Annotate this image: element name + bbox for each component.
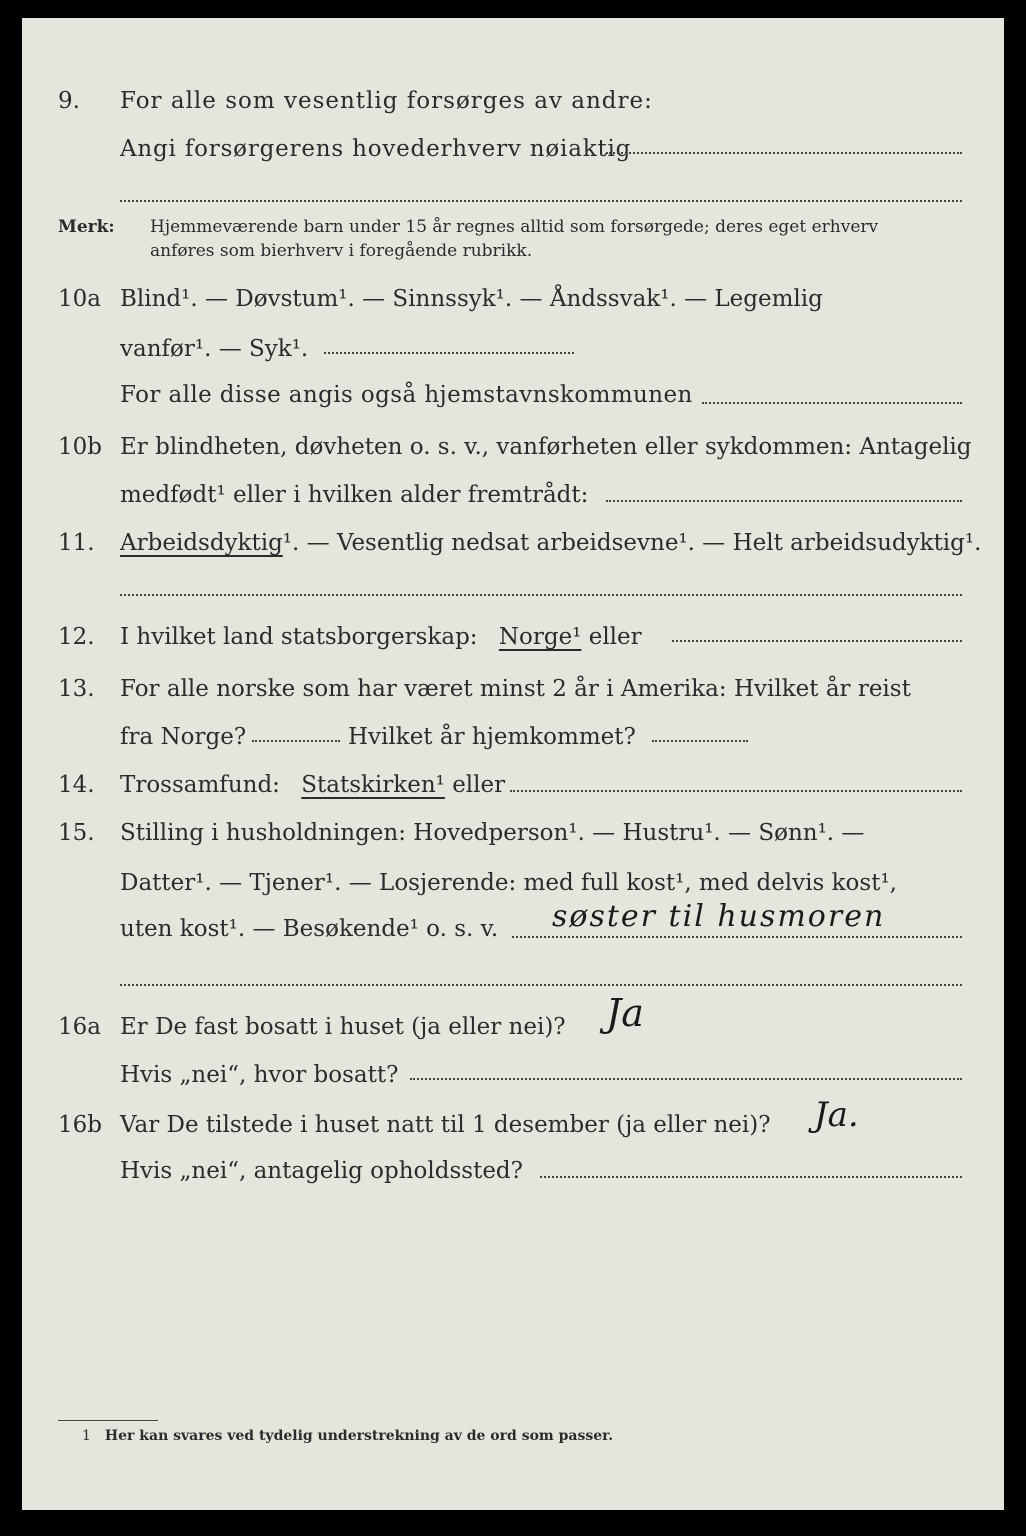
q12-prefix: I hvilket land statsborgerskap: [120, 624, 478, 650]
merk-line1: Hjemmeværende barn under 15 år regnes alltid som forsørgede; deres eget erhverv [150, 217, 879, 237]
q12-answer-line [672, 640, 962, 642]
q16b-number: 16b [58, 1112, 102, 1138]
q10b-line2: medfødt¹ eller i hvilken alder fremtrådt: [120, 482, 589, 508]
q16a-line1: Er De fast bosatt i huset (ja eller nei)? [120, 1014, 566, 1040]
q14-answer-line [510, 790, 962, 792]
q16a-line2: Hvis „nei“, hvor bosatt? [120, 1062, 399, 1088]
q14-prefix: Trossamfund: [120, 772, 280, 798]
q10a-line1: Blind¹. — Døvstum¹. — Sinnssyk¹. — Åndssvak¹. — Legemlig [120, 286, 823, 312]
q11-extra-line [120, 594, 962, 596]
q16b-line1: Var De tilstede i huset natt til 1 desember (ja eller nei)? [120, 1112, 771, 1138]
q9-extra-line [120, 200, 962, 202]
q10b-line1: Er blindheten, døvheten o. s. v., vanførheten eller sykdommen: Antagelig [120, 434, 972, 460]
q15-number: 15. [58, 820, 95, 846]
q9-answer-line [606, 152, 962, 154]
q15-extra-line [120, 984, 962, 986]
q13-line2a: fra Norge? [120, 724, 247, 750]
q12-suffix: eller [588, 624, 642, 650]
q14-suffix: eller [452, 772, 506, 798]
footnote-rule [58, 1420, 158, 1421]
q10a-syk-line [324, 352, 574, 354]
q9-line2: Angi forsørgerens hovederhverv nøiaktig [120, 136, 632, 162]
q16a-answer-line [410, 1078, 962, 1080]
q16b-handwritten-answer: Ja. [814, 1095, 859, 1135]
q13-hjemkommet-line [652, 740, 748, 742]
q13-line1: For alle norske som har været minst 2 år i Amerika: Hvilket år reist [120, 676, 911, 702]
merk-line2: anføres som bierhverv i foregående rubrikk. [150, 241, 533, 261]
q16b-line2: Hvis „nei“, antagelig opholdssted? [120, 1158, 523, 1184]
q13-line2b: Hvilket år hjemkommet? [348, 724, 636, 750]
merk-label: Merk: [58, 217, 115, 237]
q15-line2: Datter¹. — Tjener¹. — Losjerende: med full kost¹, med delvis kost¹, [120, 870, 897, 896]
q11-rest: ¹. — Vesentlig nedsat arbeidsevne¹. — Helt arbeidsudyktig¹. [282, 530, 982, 556]
q15-answer-line [512, 936, 962, 938]
q12-line [120, 622, 642, 652]
footnote-mark: 1 [82, 1428, 91, 1444]
q10a-line3: For alle disse angis også hjemstavnskommunen [120, 382, 693, 408]
census-form-page [22, 18, 1004, 1510]
q10a-line2: vanfør¹. — Syk¹. [120, 336, 309, 362]
q10b-number: 10b [58, 434, 102, 460]
q15-line1: Stilling i husholdningen: Hovedperson¹. — Hustru¹. — Sønn¹. — [120, 820, 865, 846]
q15-handwritten-answer: søster til husmoren [552, 899, 886, 934]
q9-number: 9. [58, 88, 80, 114]
q16a-number: 16a [58, 1014, 101, 1040]
q11-option-arbeidsdyktig: Arbeidsdyktig [120, 530, 283, 556]
q10b-answer-line [606, 500, 962, 502]
q16b-answer-line [540, 1176, 962, 1178]
q15-line3: uten kost¹. — Besøkende¹ o. s. v. [120, 916, 499, 942]
footnote-text: Her kan svares ved tydelig understrekning av de ord som passer. [104, 1428, 614, 1444]
q14-option-statskirken: Statskirken¹ [301, 772, 445, 798]
q12-number: 12. [58, 624, 95, 650]
q11-line [120, 528, 981, 558]
q13-number: 13. [58, 676, 95, 702]
q13-reist-line [252, 740, 340, 742]
q9-line1: For alle som vesentlig forsørges av andre: [120, 88, 653, 114]
q16a-handwritten-answer: Ja [606, 991, 644, 1035]
footnote [82, 1426, 613, 1446]
q14-line [120, 770, 505, 800]
q12-option-norge: Norge¹ [498, 624, 582, 650]
q11-number: 11. [58, 530, 95, 556]
q10a-answer-line [702, 402, 962, 404]
q10a-number: 10a [58, 286, 101, 312]
q14-number: 14. [58, 772, 95, 798]
